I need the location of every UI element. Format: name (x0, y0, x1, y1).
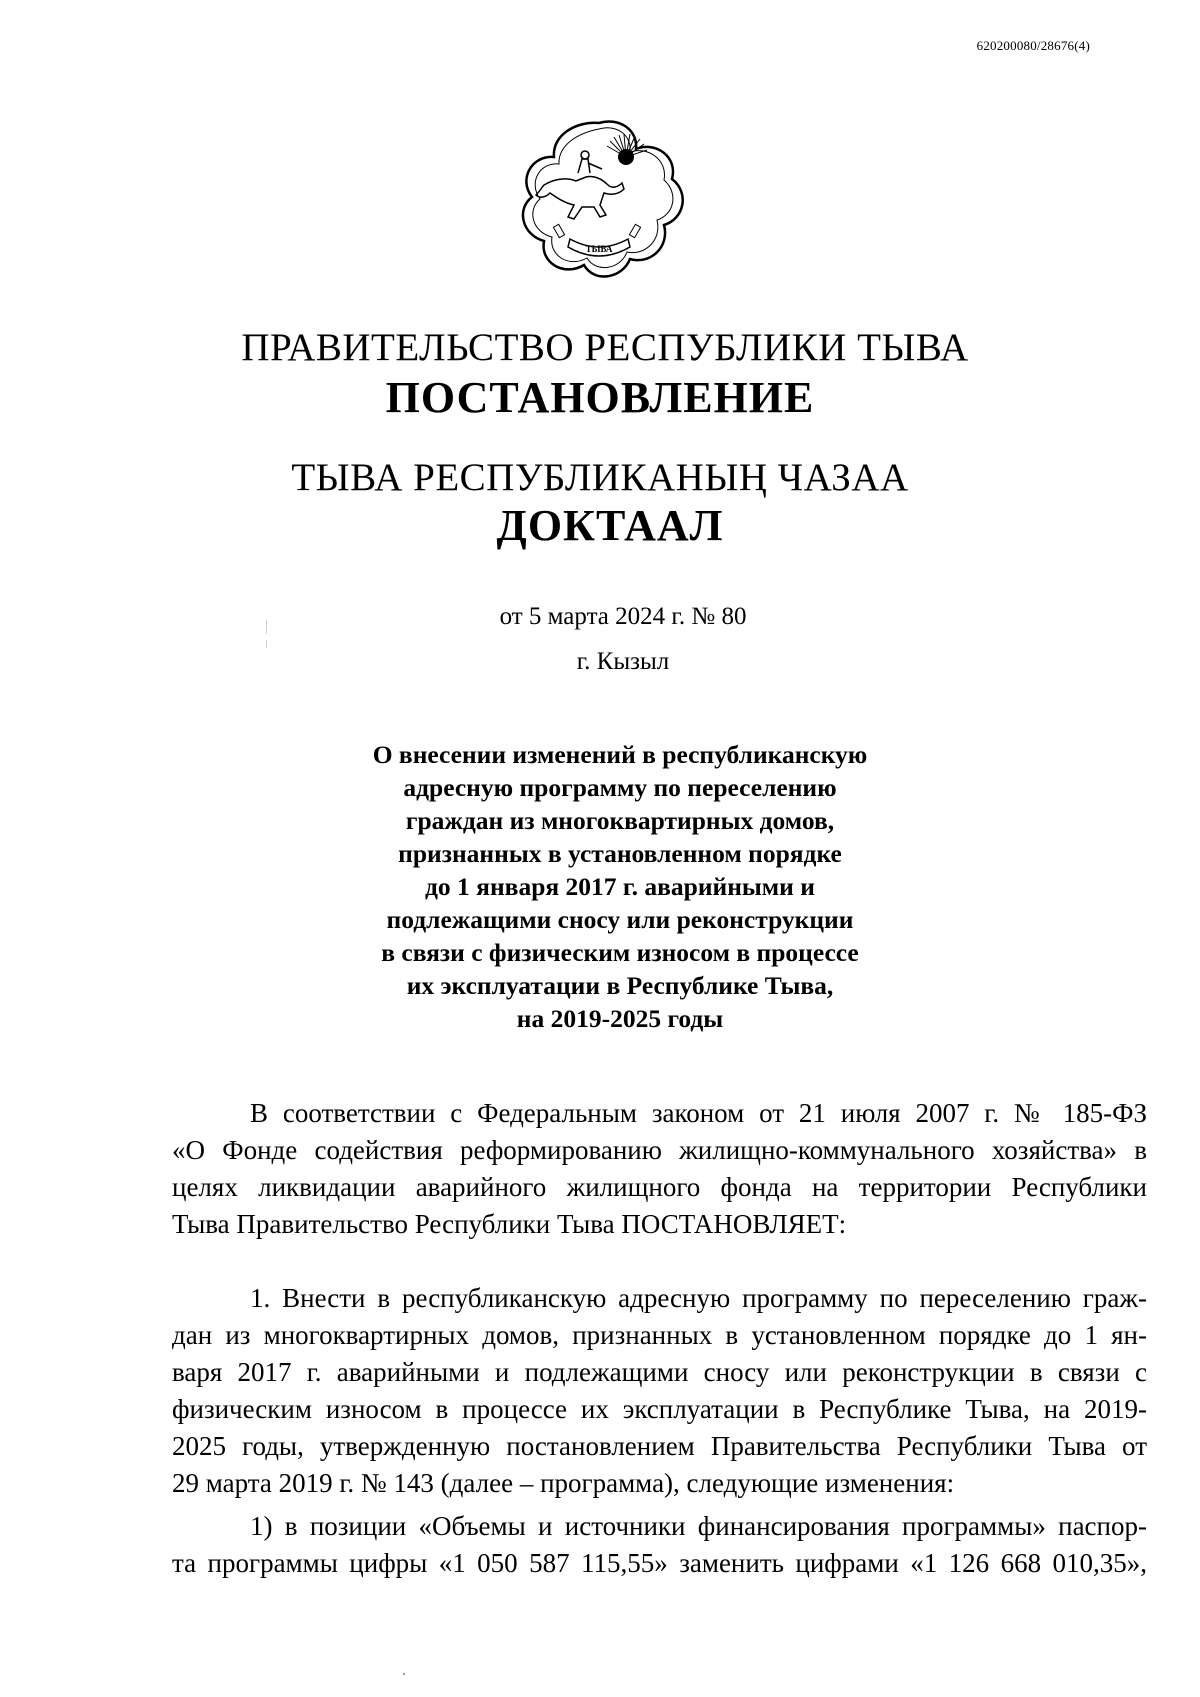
emblem-ribbon-text: ТЫВА (585, 244, 613, 254)
paragraph-line: Тыва Правительство Республики Тыва ПОСТАНОВЛЯЕТ: (172, 1209, 847, 1239)
subject-line: граждан из многоквартирных домов, (405, 806, 835, 835)
paragraph-line: «О Фонде содействия реформированию жилищно-коммунального хозяйства» в (172, 1135, 1147, 1165)
paragraph-line: 29 марта 2019 г. № 143 (далее – программа), следующие изменения: (172, 1468, 955, 1498)
paragraph-line: целях ликвидации аварийного жилищного фонда на территории Республики (172, 1172, 1147, 1202)
subclause-1-paragraph (172, 1508, 1147, 1582)
paragraph-line: варя 2017 г. аварийными и подлежащими сносу или реконструкции в связи с (172, 1357, 1147, 1387)
paragraph-line: 1. Внести в республиканскую адресную программу по переселению граж- (250, 1283, 1147, 1313)
clause-1-paragraph (172, 1280, 1147, 1502)
government-title-ru: ПРАВИТЕЛЬСТВО РЕСПУБЛИКИ ТЫВА (241, 326, 969, 369)
subject-line: признанных в установленном порядке (398, 839, 842, 868)
document-date-number: от 5 марта 2024 г. № 80 (499, 603, 747, 630)
document-type-ru: ПОСТАНОВЛЕНИЕ (385, 373, 815, 422)
coat-of-arms-icon (514, 115, 684, 283)
scan-mark (266, 640, 267, 648)
subject-line: адресную программу по переселению (403, 773, 837, 802)
document-id: 620200080/28676(4) (976, 38, 1090, 53)
subject-line: в связи с физическим износом в процессе (381, 938, 859, 967)
scan-mark (403, 1673, 405, 1675)
paragraph-line: 1) в позиции «Объемы и источники финансирования программы» паспор- (250, 1511, 1147, 1541)
document-type-tyv: ДОКТААЛ (496, 501, 724, 550)
paragraph-line: та программы цифры «1 050 587 115,55» заменить цифрами «1 126 668 010,35», (172, 1548, 1147, 1578)
government-title-tyv: ТЫВА РЕСПУБЛИКАНЫҢ ЧАЗАА (291, 456, 909, 499)
subject-line: О внесении изменений в республиканскую (372, 740, 868, 769)
document-city: г. Кызыл (576, 648, 670, 675)
document-subject (300, 738, 940, 1035)
paragraph-line: дан из многоквартирных домов, признанных в установленном порядке до 1 ян- (172, 1320, 1147, 1350)
subject-line: подлежащими сносу или реконструкции (386, 905, 854, 934)
subject-line: их эксплуатации в Республике Тыва, (406, 971, 834, 1000)
paragraph-line: физическим износом в процессе их эксплуатации в Республике Тыва, на 2019- (172, 1394, 1147, 1424)
subject-line: до 1 января 2017 г. аварийными и (425, 872, 815, 901)
subject-line: на 2019-2025 годы (516, 1004, 724, 1033)
paragraph-line: В соответствии с Федеральным законом от 21 июля 2007 г. № 185-ФЗ (250, 1098, 1147, 1128)
paragraph-line: 2025 годы, утвержденную постановлением Правительства Республики Тыва от (172, 1431, 1147, 1461)
preamble-paragraph (172, 1095, 1147, 1243)
